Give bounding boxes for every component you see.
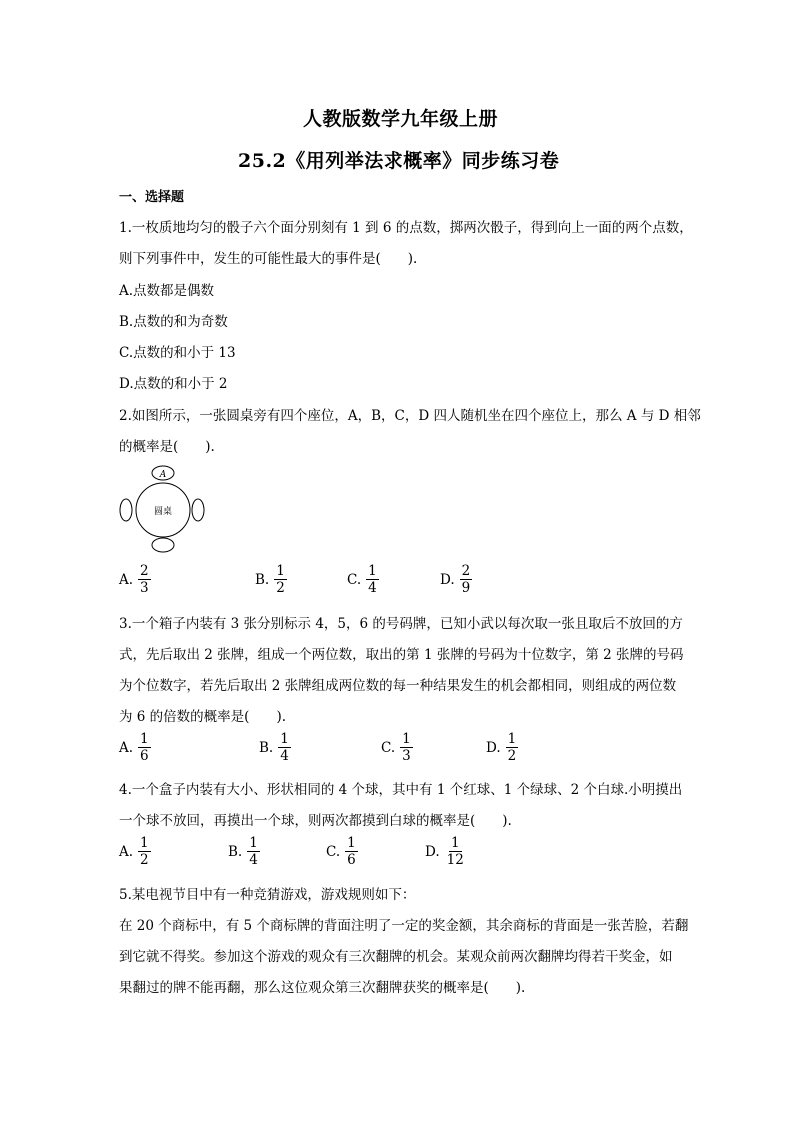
question-4-line-1: 4.一个盒子内装有大小、形状相同的 4 个球，其中有 1 个红球、1 个绿球、2 个白球.小明摸出 <box>119 782 683 798</box>
question-2-option-d: D. $\frac{2}{9}$ <box>440 563 471 596</box>
round-table-figure <box>116 463 210 555</box>
question-1-line-2: 则下列事件中，发生的可能性最大的事件是( ). <box>119 251 418 267</box>
seat-left <box>120 499 132 521</box>
question-1-option-b: B.点数的和为奇数 <box>119 314 228 330</box>
question-4-option-a: A. $\frac{1}{2}$ <box>119 835 149 868</box>
question-1-option-d: D.点数的和小于 2 <box>119 376 228 392</box>
question-3-option-b: B. $\frac{1}{4}$ <box>259 731 289 764</box>
question-1-option-a: A.点数都是偶数 <box>119 283 215 299</box>
seat-bottom <box>152 538 174 552</box>
question-2-option-b: B. $\frac{1}{2}$ <box>255 563 285 596</box>
question-3-line-1: 3.一个箱子内装有 3 张分别标示 4，5，6 的号码牌，已知小武以每次取一张且取后不放回的方 <box>119 616 683 632</box>
question-2-option-a: A. $\frac{2}{3}$ <box>119 563 149 596</box>
page-subtitle: 25.2《用列举法求概率》同步练习卷 <box>238 150 560 172</box>
question-3-option-d: D. $\frac{1}{2}$ <box>486 731 517 764</box>
question-3-option-a: A. $\frac{1}{6}$ <box>119 731 149 764</box>
question-3-line-2: 式，先后取出 2 张牌，组成一个两位数，取出的第 1 张牌的号码为十位数字，第 2 张牌的号码 <box>119 647 684 663</box>
page-title: 人教版数学九年级上册 <box>303 108 499 130</box>
section-heading: 一、选择题 <box>119 190 185 205</box>
question-3-option-c: C. $\frac{1}{3}$ <box>381 731 411 764</box>
question-2-line-1: 2.如图所示，一张圆桌旁有四个座位，A，B，C，D 四人随机坐在四个座位上，那么 A 与 D 相邻 <box>119 408 701 424</box>
question-5-line-3: 到它就不得奖。参加这个游戏的观众有三次翻牌的机会。某观众前两次翻牌均得若干奖金，如 <box>119 949 673 965</box>
seat-top-label: A <box>159 470 167 480</box>
question-5-line-2: 在 20 个商标中，有 5 个商标牌的背面注明了一定的奖金额，其余商标的背面是一张苦脸，若翻 <box>119 918 689 934</box>
question-4-option-c: C. $\frac{1}{6}$ <box>326 835 356 868</box>
round-table-label: 圆桌 <box>153 507 173 517</box>
question-5-line-1: 5.某电视节目中有一种竞猜游戏，游戏规则如下： <box>119 887 416 903</box>
question-4-option-d: D. $\frac{1}{12}$ <box>425 835 464 868</box>
question-5-line-4: 果翻过的牌不能再翻，那么这位观众第三次翻牌获奖的概率是( ). <box>119 980 526 996</box>
question-3-line-4: 为 6 的倍数的概率是( ). <box>119 709 286 725</box>
seat-right <box>192 499 204 521</box>
question-1-option-c: C.点数的和小于 13 <box>119 345 236 361</box>
question-2-option-c: C. $\frac{1}{4}$ <box>347 563 377 596</box>
question-4-line-2: 一个球不放回，再摸出一个球，则两次都摸到白球的概率是( ). <box>119 813 512 829</box>
question-2-line-2: 的概率是( ). <box>119 439 215 455</box>
question-4-option-b: B. $\frac{1}{4}$ <box>228 835 258 868</box>
question-3-line-3: 为个位数字，若先后取出 2 张牌组成两位数的每一种结果发生的机会都相同，则组成的两位数 <box>119 678 677 694</box>
question-1-line-1: 1.一枚质地均匀的骰子六个面分别刻有 1 到 6 的点数，掷两次骰子，得到向上一面的两个点数， <box>119 220 693 236</box>
